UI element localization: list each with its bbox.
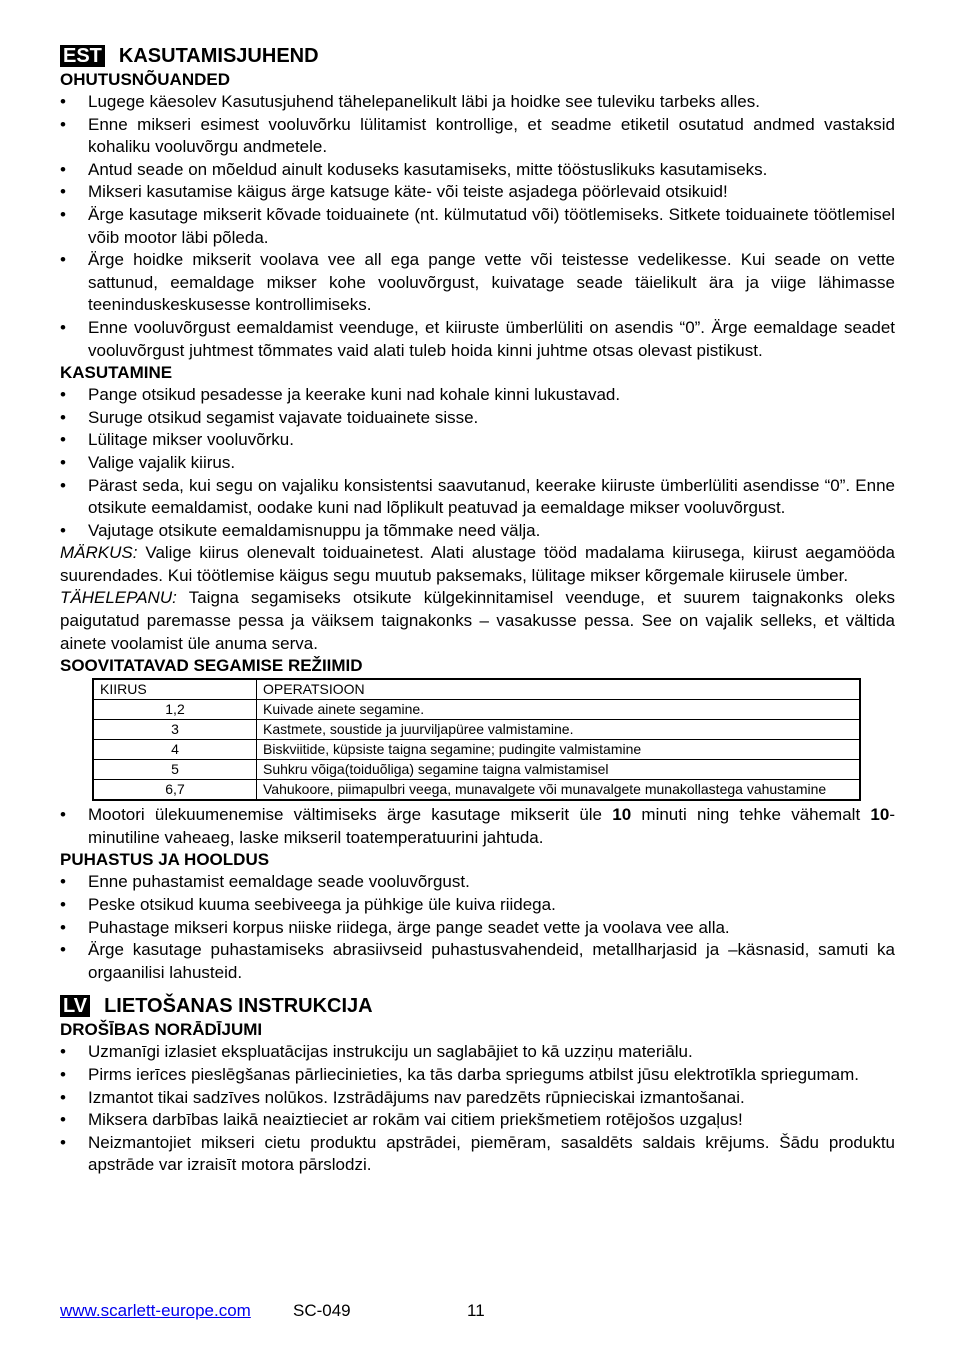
speed-cell: 4 bbox=[93, 740, 257, 760]
list-item: • Antud seade on mõeldud ainult koduseks kasutamiseks, mitte tööstuslikuks kasutamiseks. bbox=[60, 159, 895, 182]
est-modes-heading: SOOVITATAVAD SEGAMISE REŽIIMID bbox=[60, 656, 363, 676]
list-item: • Pirms ierīces pieslēgšanas pārliecinieties, ka tās darba spriegums atbilst jūsu elektrotīkla spriegumam. bbox=[60, 1064, 895, 1087]
speed-cell: 6,7 bbox=[93, 780, 257, 801]
table-row bbox=[93, 760, 860, 780]
list-item: • Miksera darbības laikā neaiztieciet ar rokām vai citiem priekšmetiem rotējošos uzgaļus! bbox=[60, 1109, 895, 1132]
operation-cell: Biskviitide, küpsiste taigna segamine; pudingite valmistamine bbox=[257, 740, 861, 760]
table-row bbox=[93, 780, 860, 801]
operation-cell: Suhkru võiga(toiduõliga) segamine taigna valmistamisel bbox=[257, 760, 861, 780]
list-item: • Uzmanīgi izlasiet ekspluatācijas instrukciju un saglabājiet to kā uzziņu materiālu. bbox=[60, 1041, 895, 1064]
table-header-operation: OPERATSIOON bbox=[257, 679, 861, 700]
list-item: • Mikseri kasutamise käigus ärge katsuge käte- või teiste asjadega pöörlevaid otsikuid! bbox=[60, 181, 895, 204]
list-item: • Izmantot tikai sadzīves nolūkos. Izstrādājums nav paredzēts rūpnieciskai izmantošanai. bbox=[60, 1087, 895, 1110]
list-item: • Enne puhastamist eemaldage seade vooluvõrgust. bbox=[60, 871, 895, 894]
est-safety-heading: OHUTUSNÕUANDED bbox=[60, 70, 230, 89]
table-row bbox=[93, 700, 860, 720]
overheat-text: -minutiline vaheaeg, laske mikseril toatemperatuurini jahtuda. bbox=[88, 805, 896, 847]
lv-title: LIETOŠANAS INSTRUKCIJA bbox=[104, 995, 373, 1018]
est-overheat-list bbox=[60, 804, 895, 849]
lv-safety-list bbox=[60, 1041, 895, 1177]
overheat-text: minuti ning tehke vähemalt bbox=[631, 805, 871, 825]
overheat-minutes: 10 bbox=[612, 805, 632, 825]
est-section-header bbox=[60, 44, 895, 68]
model-number: SC-049 bbox=[293, 1301, 351, 1320]
page-number: 11 bbox=[467, 1301, 485, 1320]
list-item: • Neizmantojiet mikseri cietu produktu apstrādei, piemēram, sasaldēts saldais krējums. Šādu produktu apstrāde var izraisīt motora pārslodzi. bbox=[60, 1132, 895, 1177]
est-clean-heading: PUHASTUS JA HOOLDUS bbox=[60, 850, 270, 870]
list-item: • Ärge hoidke mikserit voolava vee all ega pange vette või teistesse vedelikesse. Kui seade on vette sattunud, eemaldage mikser kohe vooluvõrgust, kuivatage seade täielikult ära ja viige lähimasse teeninduskeskusesse kontrollimiseks. bbox=[60, 249, 895, 317]
page-footer bbox=[60, 1300, 560, 1322]
est-language-tag: EST bbox=[60, 45, 105, 67]
list-item: • Ärge kasutage mikserit kõvade toiduainete (nt. külmutatud või) töötlemiseks. Sitkete toiduainete töötlemisel võib mootor läbi põleda. bbox=[60, 204, 895, 249]
list-item: • Peske otsikud kuuma seebiveega ja pühkige üle kuiva riidega. bbox=[60, 894, 895, 917]
lv-safety-heading: DROŠĪBAS NORĀDĪJUMI bbox=[60, 1020, 263, 1040]
lv-language-tag: LV bbox=[60, 995, 90, 1017]
list-item: • Vajutage otsikute eemaldamisnuppu ja tõmmake need välja. bbox=[60, 520, 895, 543]
speed-cell: 1,2 bbox=[93, 700, 257, 720]
table-row bbox=[93, 720, 860, 740]
lv-section-header bbox=[60, 994, 895, 1018]
est-safety-list bbox=[60, 91, 895, 362]
list-item: • Valige vajalik kiirus. bbox=[60, 452, 895, 475]
table-row bbox=[93, 740, 860, 760]
overheat-pause-minutes: 10 bbox=[870, 805, 890, 825]
section-gap bbox=[60, 984, 895, 994]
list-item: • Enne vooluvõrgust eemaldamist veenduge, et kiiruste ümberlüliti on asendis “0”. Ärge eemaldage seadet vooluvõrgust juhtmest tõmmates vaid alati tuleb hoida kinni juhtme otsas olevast pistikust. bbox=[60, 317, 895, 362]
est-title: KASUTAMISJUHEND bbox=[118, 45, 319, 67]
list-item: • Suruge otsikud segamist vajavate toiduainete sisse. bbox=[60, 407, 895, 430]
list-item: • Lülitage mikser vooluvõrku. bbox=[60, 429, 895, 452]
table-header-speed: KIIRUS bbox=[93, 679, 257, 700]
est-note bbox=[60, 542, 895, 587]
list-item: • Puhastage mikseri korpus niiske riidega, ärge pange seadet vette ja voolava vee alla. bbox=[60, 917, 895, 940]
overheat-text: Mootori ülekuumenemise vältimiseks ärge kasutage mikserit üle bbox=[88, 805, 613, 825]
speed-cell: 3 bbox=[93, 720, 257, 740]
manual-page bbox=[60, 44, 895, 1177]
website-link[interactable]: www.scarlett-europe.com bbox=[60, 1301, 251, 1320]
est-usage-list bbox=[60, 384, 895, 542]
list-item: • Ärge kasutage puhastamiseks abrasiivseid puhastusvahendeid, metallharjasid ja –käsnasid, samuti ka orgaanilisi lahusteid. bbox=[60, 939, 895, 984]
table-header-row bbox=[93, 679, 860, 700]
attention-label: TÄHELEPANU: bbox=[60, 588, 177, 608]
operation-cell: Vahukoore, piimapulbri veega, munavalgete või munavalgete munakollastega vahustamine bbox=[257, 780, 861, 801]
attention-text: Taigna segamiseks otsikute külgekinnitamisel veenduge, et suurem taignakonks oleks paigutatud paremasse pessa ja väiksem taignakonks – vasakusse pessa. See on vajalik selleks, et vältida ainete voolamist üle anuma serva. bbox=[60, 588, 895, 653]
note-label: MÄRKUS: bbox=[60, 543, 138, 563]
est-usage-heading: KASUTAMINE bbox=[60, 363, 173, 383]
speed-table bbox=[92, 678, 861, 801]
list-item bbox=[60, 804, 895, 849]
list-item: • Lugege käesolev Kasutusjuhend tähelepanelikult läbi ja hoidke see tuleviku tarbeks alles. bbox=[60, 91, 895, 114]
speed-cell: 5 bbox=[93, 760, 257, 780]
est-attention bbox=[60, 587, 895, 655]
list-item: • Pärast seda, kui segu on vajaliku konsistentsi saavutanud, keerake kiiruste ümberlüliti asendisse “0”. Enne otsikute eemaldamist, oodake kuni nad lõplikult peatuvad ja eemaldage mikser vooluvõrgust. bbox=[60, 475, 895, 520]
list-item: • Pange otsikud pesadesse ja keerake kuni nad kohale kinni lukustavad. bbox=[60, 384, 895, 407]
list-item: • Enne mikseri esimest vooluvõrku lülitamist kontrollige, et seadme etiketil osutatud andmed vastaksid kohaliku vooluvõrgu andmetele. bbox=[60, 114, 895, 159]
est-clean-list bbox=[60, 871, 895, 984]
note-text: Valige kiirus olenevalt toiduainetest. Alati alustage tööd madalama kiirusega, kiirust aegamööda suurendades. Kui töötlemise käigus segu muutub paksemaks, lülitage mikser kõrgemale kiirusele ümber. bbox=[60, 543, 895, 585]
operation-cell: Kuivade ainete segamine. bbox=[257, 700, 861, 720]
operation-cell: Kastmete, soustide ja juurviljapüree valmistamine. bbox=[257, 720, 861, 740]
